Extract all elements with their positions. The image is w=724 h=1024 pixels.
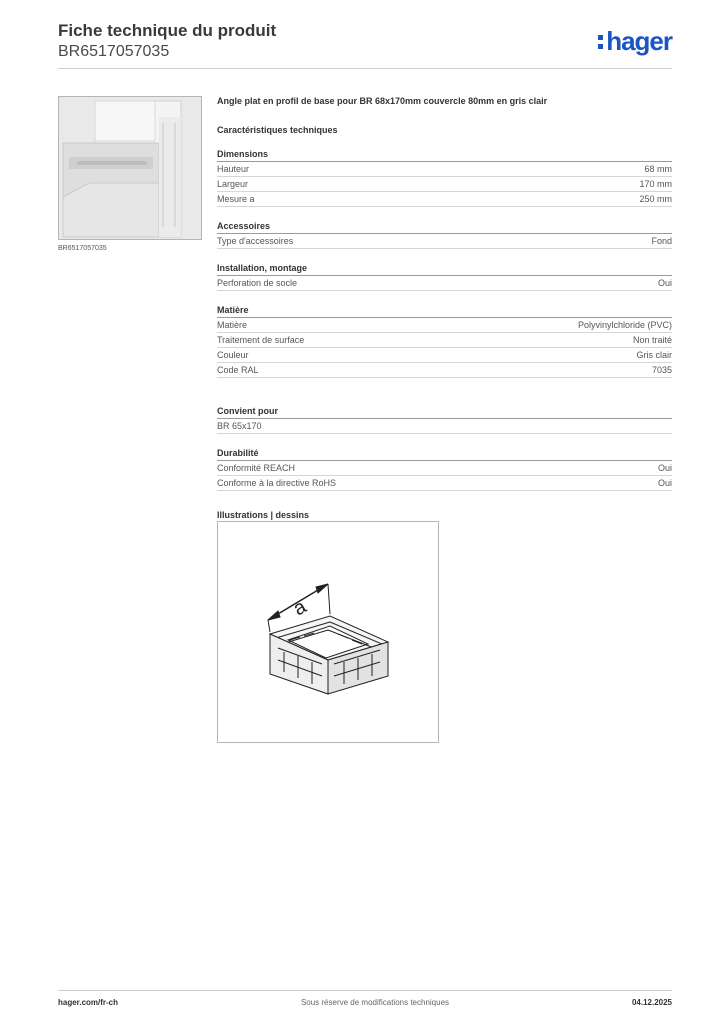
spec-row — [217, 476, 672, 491]
spec-row — [217, 276, 672, 291]
spec-label: Code RAL — [217, 365, 259, 375]
document-header — [58, 20, 672, 62]
logo-dots-icon — [598, 33, 604, 51]
spec-value: Oui — [657, 278, 672, 288]
spec-label: Perforation de socle — [217, 278, 298, 288]
group-installation — [217, 262, 672, 291]
spec-value: Gris clair — [636, 350, 672, 360]
spec-row — [217, 348, 672, 363]
group-title: Matière — [217, 304, 672, 318]
page-title: Fiche technique du produit — [58, 21, 277, 40]
group-title: Installation, montage — [217, 262, 672, 276]
spec-label: Largeur — [217, 179, 249, 189]
spec-row — [217, 363, 672, 378]
spec-label: Conformité REACH — [217, 463, 296, 473]
spec-row — [217, 333, 672, 348]
footer-notice: Sous réserve de modifications techniques — [300, 998, 450, 1007]
group-title: Dimensions — [217, 148, 672, 162]
group-dimensions — [217, 148, 672, 207]
spec-row — [217, 192, 672, 207]
document-footer — [58, 990, 672, 1007]
technical-drawing — [217, 521, 439, 743]
dimension-arrow-icon — [316, 584, 328, 593]
group-accessoires — [217, 220, 672, 249]
spec-row — [217, 461, 672, 476]
group-convient-pour — [217, 405, 672, 434]
product-photo — [58, 96, 202, 240]
spec-value: 250 mm — [639, 194, 672, 204]
spec-value: 7035 — [651, 365, 672, 375]
spec-value: Non traité — [632, 335, 672, 345]
group-matiere — [217, 304, 672, 378]
spec-row — [217, 419, 672, 434]
product-description: Angle plat en profil de base pour BR 68x170mm couvercle 80mm en gris clair — [217, 96, 548, 106]
group-title: Durabilité — [217, 447, 672, 461]
group-title: Convient pour — [217, 405, 672, 419]
spec-row — [217, 234, 672, 249]
group-title: Accessoires — [217, 220, 672, 234]
dimension-arrow-icon — [268, 611, 280, 620]
footer-date: 04.12.2025 — [631, 998, 672, 1007]
product-details — [217, 95, 672, 520]
dimension-label: a — [289, 595, 311, 621]
spec-row — [217, 318, 672, 333]
spec-label: Mesure a — [217, 194, 255, 204]
group-durabilite — [217, 447, 672, 491]
spec-label: Couleur — [217, 350, 249, 360]
spec-value: Oui — [657, 478, 672, 488]
product-photo-image — [59, 97, 201, 239]
spec-value: Fond — [651, 236, 672, 246]
illustrations-title: Illustrations | dessins — [217, 510, 310, 520]
spec-value: 170 mm — [639, 179, 672, 189]
hager-logo — [598, 26, 672, 57]
spec-label: Conforme à la directive RoHS — [217, 478, 337, 488]
spec-row — [217, 177, 672, 192]
spec-value: Polyvinylchloride (PVC) — [577, 320, 672, 330]
spec-label: Hauteur — [217, 164, 250, 174]
footer-website[interactable]: hager.com/fr-ch — [58, 998, 119, 1007]
spec-label: Type d'accessoires — [217, 236, 294, 246]
header-divider — [58, 68, 672, 69]
spec-label: Traitement de surface — [217, 335, 305, 345]
logo-text: hager — [606, 26, 672, 56]
product-code: BR6517057035 — [58, 43, 170, 60]
spec-row — [217, 162, 672, 177]
section-title: Caractéristiques techniques — [217, 125, 338, 135]
spec-label: BR 65x170 — [217, 421, 262, 431]
spec-value: Oui — [657, 463, 672, 473]
angle-drawing-image — [218, 522, 438, 742]
photo-caption: BR6517057035 — [58, 245, 107, 252]
spec-value: 68 mm — [644, 164, 672, 174]
spec-label: Matière — [217, 320, 248, 330]
